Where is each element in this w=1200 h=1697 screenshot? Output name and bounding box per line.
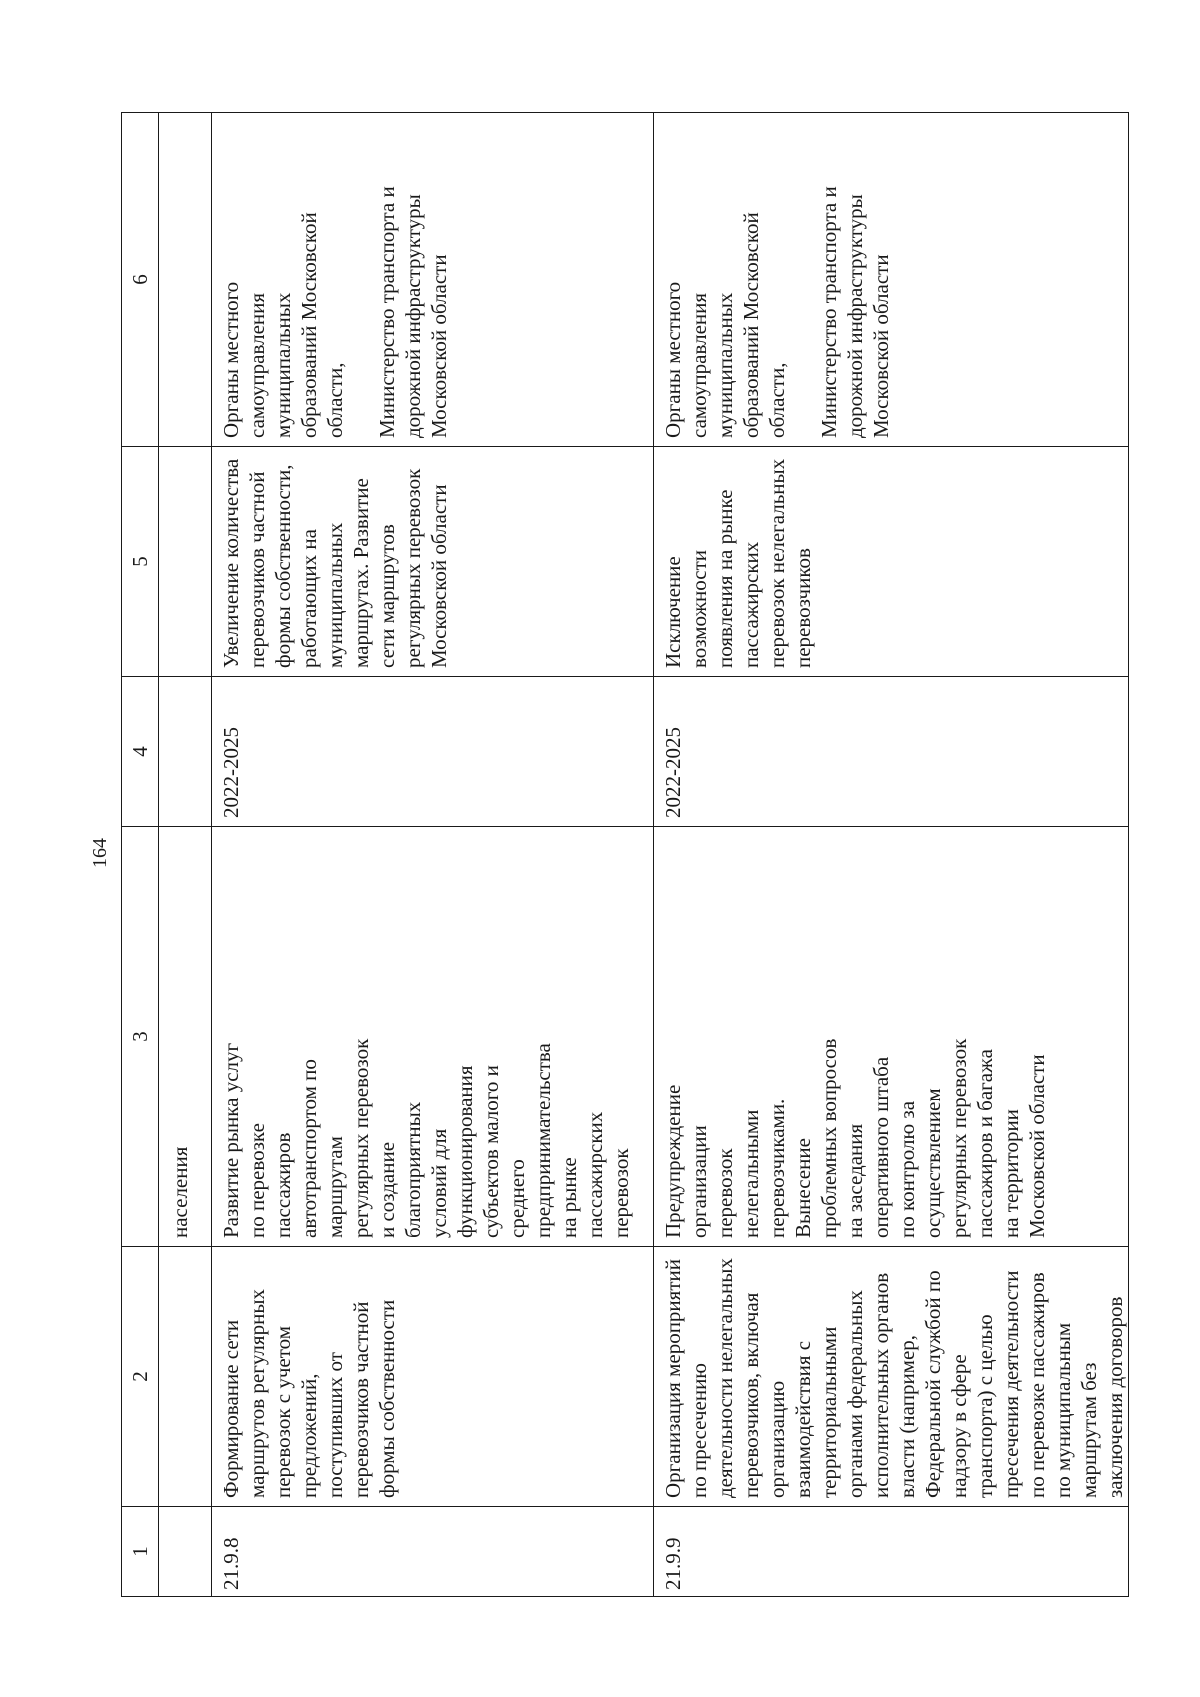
row-executors: Органы местного самоуправления муниципальных образований Московской области, Министерство транспорта и дорожной инфраструктуры Московской области <box>212 113 654 447</box>
row-number: 21.9.8 <box>212 1507 654 1597</box>
cont-cell-2 <box>159 1247 212 1507</box>
header-col-4: 4 <box>122 677 159 827</box>
header-col-6: 6 <box>122 113 159 447</box>
measures-table <box>121 112 1129 1597</box>
header-col-5: 5 <box>122 447 159 677</box>
row-period: 2022-2025 <box>654 677 1129 827</box>
row-action: Формирование сети маршрутов регулярных перевозок с учетом предложений, поступивших от перевозчиков частной формы собственности <box>212 1247 654 1507</box>
header-col-1: 1 <box>122 1507 159 1597</box>
row-goal: Развитие рынка услуг по перевозке пассажиров автотранспортом по маршрутам регулярных перевозок и создание благоприятных условий для функционирования субъектов малого и среднего предпринимательства на рынке пассажирских перевозок <box>212 827 654 1247</box>
table-row-continuation <box>159 113 212 1597</box>
cont-cell-3: населения <box>159 827 212 1247</box>
row-number: 21.9.9 <box>654 1507 1129 1597</box>
cont-cell-6 <box>159 113 212 447</box>
row-goal: Предупреждение организации перевозок нелегальными перевозчиками. Вынесение проблемных вопросов на заседания оперативного штаба по контролю за осуществлением регулярных перевозок пассажиров и багажа на территории Московской области <box>654 827 1129 1247</box>
row-executors: Органы местного самоуправления муниципальных образований Московской области, Министерство транспорта и дорожной инфраструктуры Московской области <box>654 113 1129 447</box>
header-col-2: 2 <box>122 1247 159 1507</box>
measures-table-sheet <box>121 113 1127 1597</box>
table-header-row <box>122 113 159 1597</box>
row-action: Организация мероприятий по пресечению деятельности нелегальных перевозчиков, включая организацию взаимодействия с территориальными органами федеральных исполнительных органов власти (например, Федеральной службой по надзору в сфере транспорта) с целью пресечения деятельности по перевозке пассажиров по муниципальным маршрутам без заключения договоров <box>654 1247 1129 1507</box>
row-period: 2022-2025 <box>212 677 654 827</box>
cont-cell-5 <box>159 447 212 677</box>
cont-cell-1 <box>159 1507 212 1597</box>
row-result: Увеличение количества перевозчиков частной формы собственности, работающих на муниципальных маршрутах. Развитие сети маршрутов регулярных перевозок Московской области <box>212 447 654 677</box>
cont-cell-4 <box>159 677 212 827</box>
table-row <box>212 113 654 1597</box>
table-row <box>654 113 1129 1597</box>
page-number: 164 <box>89 838 111 868</box>
row-result: Исключение возможности появления на рынке пассажирских перевозок нелегальных перевозчиков <box>654 447 1129 677</box>
header-col-3: 3 <box>122 827 159 1247</box>
